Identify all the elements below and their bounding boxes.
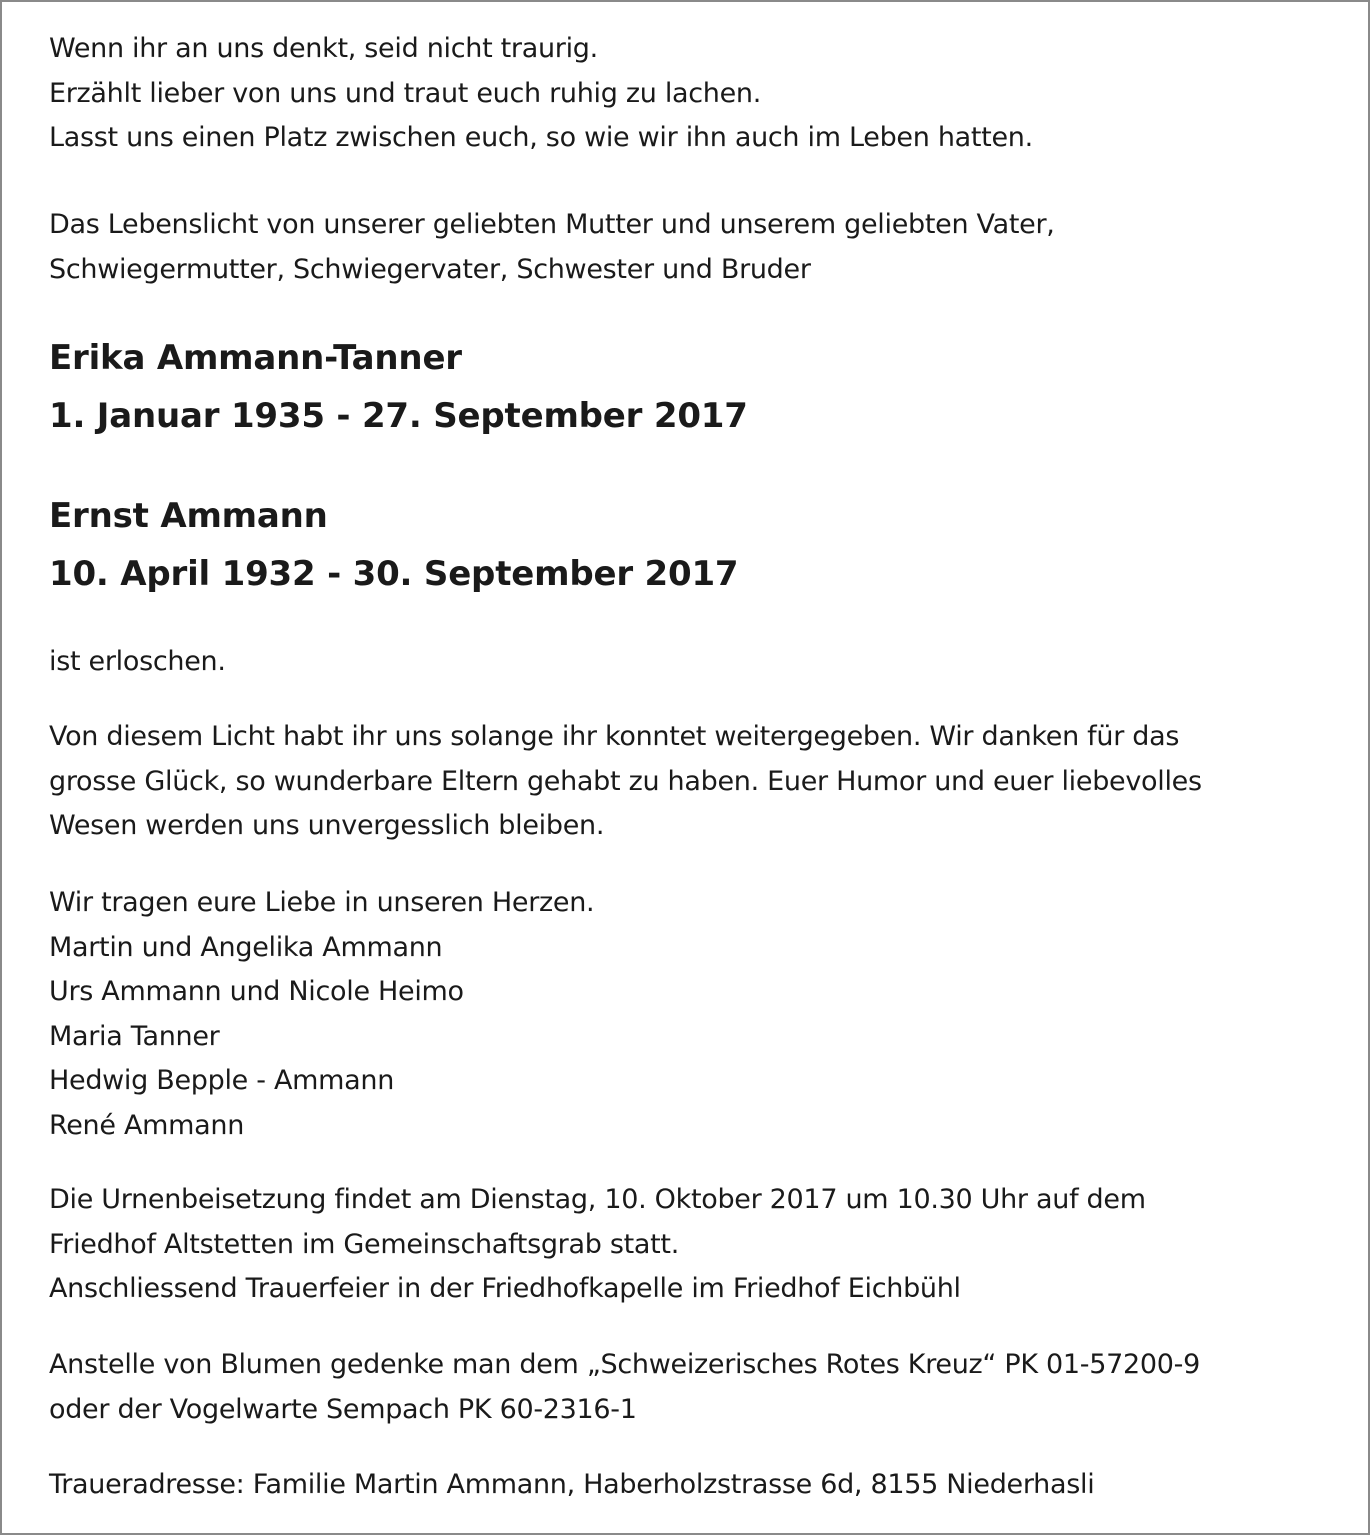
person-name: Erika Ammann-Tanner <box>49 338 462 378</box>
mourners-intro: Wir tragen eure Liebe in unseren Herzen. <box>49 887 595 918</box>
burial-line: Anschliessend Trauerfeier in der Friedhofkapelle im Friedhof Eichbühl <box>49 1273 961 1304</box>
intro-line: Schwiegermutter, Schwiegervater, Schwester und Bruder <box>49 253 811 285</box>
burial-info <box>49 1178 1348 1312</box>
poem <box>49 27 1348 161</box>
poem-line: Wenn ihr an uns denkt, seid nicht traurig. <box>49 33 598 64</box>
person-name: Ernst Ammann <box>49 496 328 536</box>
extinguished-line: ist erloschen. <box>49 646 226 677</box>
poem-line: Lasst uns einen Platz zwischen euch, so wie wir ihn auch im Leben hatten. <box>49 122 1033 153</box>
person-dates: 10. April 1932 - 30. September 2017 <box>49 554 739 594</box>
thanks-line: Wesen werden uns unvergesslich bleiben. <box>49 810 605 841</box>
donation-info <box>49 1343 1348 1432</box>
donation-line: oder der Vogelwarte Sempach PK 60-2316-1 <box>49 1393 637 1425</box>
burial-line: Die Urnenbeisetzung findet am Dienstag, 10. Oktober 2017 um 10.30 Uhr auf dem <box>49 1184 1146 1215</box>
poem-line: Erzählt lieber von uns und traut euch ruhig zu lachen. <box>49 77 762 109</box>
thanks-paragraph <box>49 715 1348 849</box>
mourner-name: Hedwig Bepple - Ammann <box>49 1065 395 1096</box>
thanks-line: Von diesem Licht habt ihr uns solange ihr konntet weitergegeben. Wir danken für das <box>49 721 1180 752</box>
thanks-line: grosse Glück, so wunderbare Eltern gehabt zu haben. Euer Humor und euer liebevolles <box>49 765 1202 797</box>
mourner-name: Maria Tanner <box>49 1020 220 1052</box>
person-erika <box>49 329 1348 445</box>
mourning-address <box>49 1463 1348 1508</box>
mourner-name: Urs Ammann und Nicole Heimo <box>49 976 464 1007</box>
donation-line: Anstelle von Blumen gedenke man dem „Schweizerisches Rotes Kreuz“ PK 01-57200-9 <box>49 1349 1200 1380</box>
extinguished-text <box>49 640 1348 685</box>
person-ernst <box>49 487 1348 603</box>
mourners-list <box>49 881 1348 1148</box>
address-line: Traueradresse: Familie Martin Ammann, Haberholzstrasse 6d, 8155 Niederhasli <box>49 1469 1095 1500</box>
intro-line: Das Lebenslicht von unserer geliebten Mutter und unserem geliebten Vater, <box>49 209 1055 240</box>
intro-text <box>49 203 1348 292</box>
mourner-name: René Ammann <box>49 1109 245 1141</box>
burial-line: Friedhof Altstetten im Gemeinschaftsgrab statt. <box>49 1228 679 1260</box>
mourner-name: Martin und Angelika Ammann <box>49 931 443 963</box>
person-dates: 1. Januar 1935 - 27. September 2017 <box>49 396 748 436</box>
